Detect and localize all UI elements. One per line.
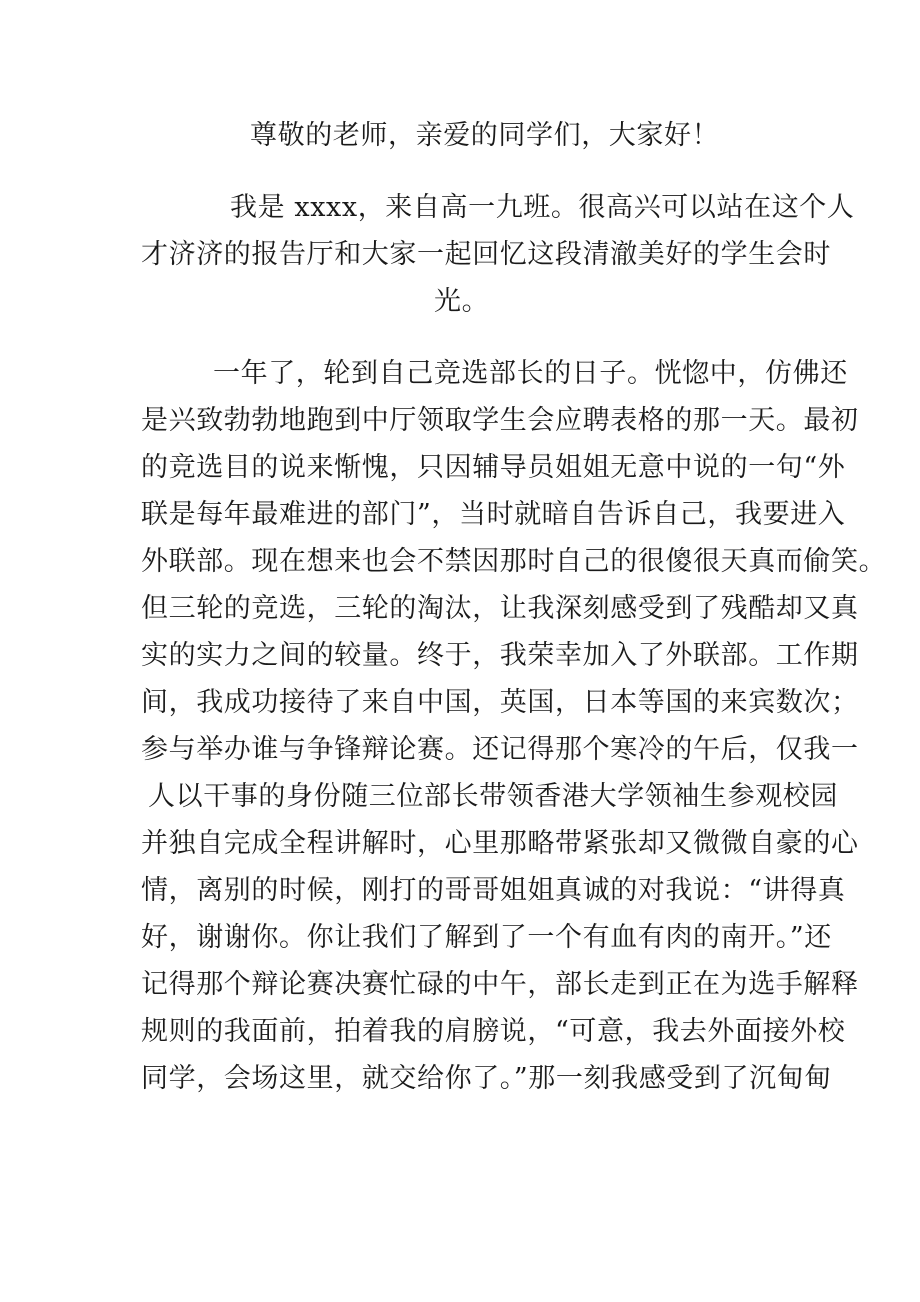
body-line-15: 规则的我面前，拍着我的肩膀说，“可意，我去外面接外校 — [141, 1016, 846, 1047]
body-line-11: 并独自完成全程讲解时，心里那略带紧张却又微微自豪的心 — [141, 828, 859, 859]
body-line-13: 好，谢谢你。你让我们了解到了一个有血有肉的南开。”还 — [141, 922, 832, 953]
body-line-12: 情，离别的时候，刚打的哥哥姐姐真诚的对我说：“讲得真 — [141, 875, 846, 906]
body-line-16: 同学，会场这里，就交给你了。”那一刻我感受到了沉甸甸 — [141, 1063, 832, 1094]
intro-line-2: 才济济的报告厅和大家一起回忆这段清澈美好的学生会时 — [141, 239, 831, 270]
body-line-14: 记得那个辩论赛决赛忙碌的中午，部长走到正在为选手解释 — [141, 969, 859, 1000]
body-line-6: 但三轮的竞选，三轮的淘汰，让我深刻感受到了残酷却又真 — [141, 593, 859, 624]
body-line-3: 的竞选目的说来惭愧，只因辅导员姐姐无意中说的一句“外 — [141, 452, 846, 483]
intro-line-3: 光。 — [434, 286, 490, 317]
body-line-10: 人以干事的身份随三位部长带领香港大学领袖生参观校园 — [148, 781, 838, 812]
body-line-5: 外联部。现在想来也会不禁因那时自己的很傻很天真而偷笑。 — [141, 546, 887, 577]
body-line-8: 间，我成功接待了来自中国，英国，日本等国的来宾数次； — [141, 687, 859, 718]
body-line-9: 参与举办谁与争锋辩论赛。还记得那个寒冷的午后，仅我一 — [141, 734, 859, 765]
intro-line-1: 我是 xxxx，来自高一九班。很高兴可以站在这个人 — [230, 192, 855, 223]
body-line-2: 是兴致勃勃地跑到中厅领取学生会应聘表格的那一天。最初 — [141, 405, 859, 436]
salutation-line: 尊敬的老师，亲爱的同学们，大家好！ — [250, 120, 720, 151]
body-line-1: 一年了，轮到自己竞选部长的日子。恍惚中，仿佛还 — [213, 358, 848, 389]
body-line-4: 联是每年最难进的部门”，当时就暗自告诉自己，我要进入 — [141, 499, 846, 530]
body-line-7: 实的实力之间的较量。终于，我荣幸加入了外联部。工作期 — [141, 640, 859, 671]
